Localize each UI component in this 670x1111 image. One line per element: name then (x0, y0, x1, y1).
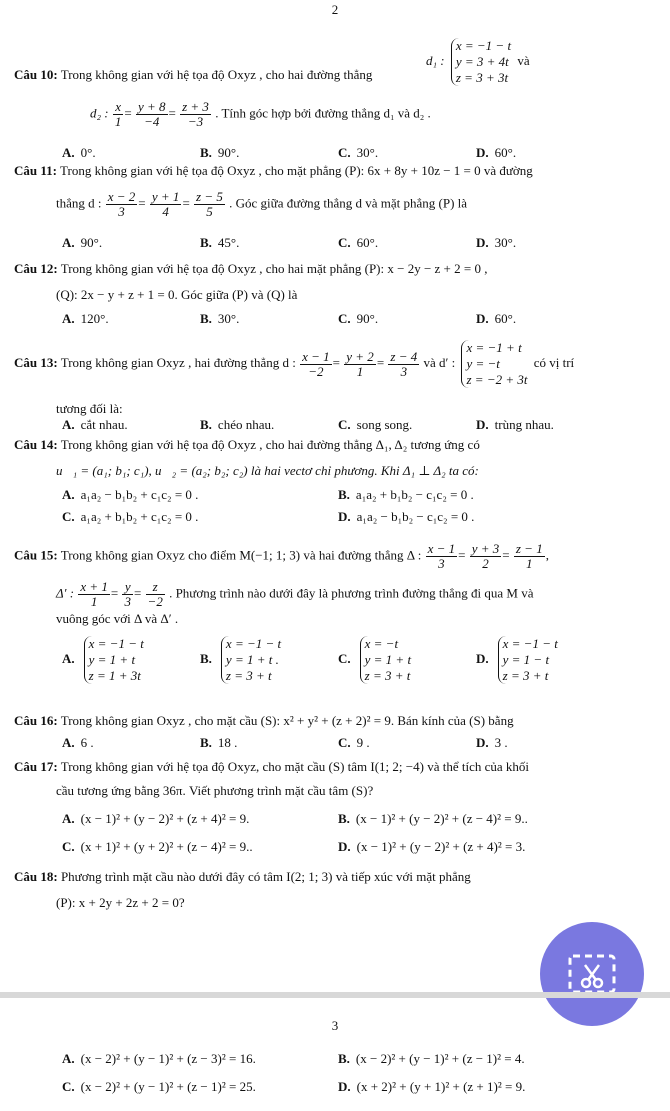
q16-label: Câu 16: (14, 713, 58, 728)
q15-frac1-z: $\frac{z - 1}{1}$ (515, 541, 543, 571)
q10-tail: . Tính góc hợp bởi đường thẳng d₁ và d₂ . (215, 105, 431, 121)
q13-option-d[interactable]: D. trùng nhau. (476, 417, 554, 432)
q14-label: Câu 14: (14, 437, 58, 452)
q18-label: Câu 18: (14, 869, 58, 884)
q14-option-b[interactable]: B. a₁a₂ + b₁b₂ − c₁c₂ = 0 . (338, 487, 474, 502)
q17-option-c[interactable]: C. (x + 1)² + (y + 2)² + (z − 4)² = 9.. (62, 839, 253, 854)
q15-option-c[interactable]: C.x = −t y = 1 + t z = 3 + t (338, 636, 412, 683)
q15-frac1-y: $\frac{y + 3}{2}$ (471, 541, 500, 571)
q12-option-a[interactable]: A. 120°. (62, 311, 109, 326)
q12-option-d[interactable]: D. 60°. (476, 311, 517, 326)
q11-label: Câu 11: (14, 163, 57, 178)
q16-text: Trong không gian Oxyz , cho mặt cầu (S): x² + y² + (z + 2)² = 9. Bán kính của (S) bằng (60, 713, 514, 728)
q10-label: Câu 10: (14, 67, 58, 82)
q16-option-a[interactable]: A. 6 . (62, 735, 94, 750)
q18-option-a[interactable]: A. (x − 2)² + (y − 1)² + (z − 3)² = 16. (62, 1051, 256, 1066)
q10-d2-name: d₂ : (90, 105, 109, 121)
q15-frac2-z: $\frac{z}{-2}$ (147, 579, 163, 609)
q13-tail: có vị trí (533, 354, 575, 370)
q14-option-c[interactable]: C. a₁a₂ + b₁b₂ + c₁c₂ = 0 . (62, 509, 199, 524)
q10-frac-z: $\frac{z + 3}{-3}$ (182, 99, 209, 129)
q18-text: Phương trình mặt cầu nào dưới đây có tâm I(2; 1; 3) và tiếp xúc với mặt phẳng (60, 869, 471, 884)
q12-option-c[interactable]: C. 90°. (338, 311, 379, 326)
q15-frac2-y: $\frac{y}{3}$ (124, 579, 131, 609)
q16-option-d[interactable]: D. 3 . (476, 735, 508, 750)
q15-label: Câu 15: (14, 547, 58, 563)
q15-option-d[interactable]: D.x = −1 − t y = 1 − t z = 3 + t (476, 636, 558, 683)
scissors-crop-icon (567, 953, 617, 995)
q10-frac-x: $\frac{x}{1}$ (114, 99, 122, 129)
q13-text: Trong không gian Oxyz , hai đường thẳng d : (60, 354, 296, 370)
q10-option-c[interactable]: C. 30°. (338, 145, 379, 160)
page-separator (0, 992, 670, 998)
q13-frac-x: $\frac{x - 1}{-2}$ (302, 348, 330, 379)
q14-text: Trong không gian với hệ tọa độ Oxyz , cho hai đường thẳng Δ₁, Δ₂ tương ứng có (60, 437, 480, 452)
q11-frac-y: $\frac{y + 1}{4}$ (151, 189, 180, 219)
q18-option-c[interactable]: C. (x − 2)² + (y − 1)² + (z − 1)² = 25. (62, 1079, 256, 1094)
q10-d1-system: x = −1 − t y = 3 + 4t z = 3 + 3t (451, 38, 511, 86)
q10-text: Trong không gian với hệ tọa độ Oxyz , cho hai đường thẳng (60, 67, 373, 82)
q11-line2b: . Góc giữa đường thẳng d và mặt phẳng (P) là (229, 195, 468, 211)
q12-line2: (Q): 2x − y + z + 1 = 0. Góc giữa (P) và (Q) là (56, 287, 298, 302)
q12-label: Câu 12: (14, 261, 58, 276)
q17-option-d[interactable]: D. (x − 1)² + (y − 2)² + (z + 4)² = 3. (338, 839, 526, 854)
q11-text: Trong không gian với hệ tọa độ Oxyz , cho mặt phẳng (P): 6x + 8y + 10z − 1 = 0 và đường (60, 163, 533, 178)
q13-line2: tương đối là: (56, 401, 123, 416)
crop-tool-button[interactable] (540, 922, 644, 1026)
q15-delta2: Δ′ : (56, 585, 75, 601)
q17-text: Trong không gian với hệ tọa độ Oxyz, cho mặt cầu (S) tâm I(1; 2; −4) và thể tích của khối (60, 759, 529, 774)
q18-line2: (P): x + 2y + 2z + 2 = 0? (56, 895, 185, 910)
page-number-top: 2 (331, 2, 339, 17)
q13-option-b[interactable]: B. chéo nhau. (200, 417, 275, 432)
q17-option-b[interactable]: B. (x − 1)² + (y − 2)² + (z − 4)² = 9.. (338, 811, 528, 826)
q10-frac-y: $\frac{y + 8}{-4}$ (137, 99, 166, 129)
q18-option-d[interactable]: D. (x + 2)² + (y + 1)² + (z + 1)² = 9. (338, 1079, 526, 1094)
q17-option-a[interactable]: A. (x − 1)² + (y − 2)² + (z + 4)² = 9. (62, 811, 250, 826)
q10-and: và (517, 52, 530, 68)
q13-option-a[interactable]: A. cắt nhau. (62, 417, 128, 432)
q13-frac-z: $\frac{z - 4}{3}$ (390, 348, 418, 379)
q15-option-a[interactable]: A.x = −1 − t y = 1 + t z = 1 + 3t (62, 636, 144, 683)
q13-and: và d′ : (423, 354, 456, 370)
q11-option-a[interactable]: A. 90°. (62, 235, 103, 250)
q16-option-c[interactable]: C. 9 . (338, 735, 370, 750)
q11-option-c[interactable]: C. 60°. (338, 235, 379, 250)
q17-line2: cầu tương ứng bằng 36π. Viết phương trình mặt cầu tâm (S)? (56, 783, 374, 798)
q11-frac-x: $\frac{x - 2}{3}$ (107, 189, 136, 219)
q11-line2a: thẳng d : (56, 195, 102, 211)
q14-option-a[interactable]: A. a₁a₂ − b₁b₂ + c₁c₂ = 0 . (62, 487, 199, 502)
q15-frac1-x: $\frac{x - 1}{3}$ (427, 541, 456, 571)
q17-label: Câu 17: (14, 759, 58, 774)
q10-d1-name: d₁ : (426, 52, 445, 68)
q13-frac-y: $\frac{y + 2}{1}$ (346, 348, 374, 379)
q12-option-b[interactable]: B. 30°. (200, 311, 240, 326)
q15-text: Trong không gian Oxyz cho điểm M(−1; 1; 3) và hai đường thẳng Δ : (60, 547, 422, 563)
q12-text: Trong không gian với hệ tọa độ Oxyz , cho hai mặt phẳng (P): x − 2y − z + 2 = 0 , (60, 261, 488, 276)
q15-l2b: . Phương trình nào dưới đây là phương trình đường thẳng đi qua M và (169, 585, 534, 601)
q10-option-d[interactable]: D. 60°. (476, 145, 517, 160)
q15-frac2-x: $\frac{x + 1}{1}$ (80, 579, 108, 609)
q10-option-a[interactable]: A. 0°. (62, 145, 96, 160)
q13-label: Câu 13: (14, 354, 58, 370)
q11-option-d[interactable]: D. 30°. (476, 235, 517, 250)
q15-line3: vuông góc với Δ và Δ′ . (56, 611, 179, 626)
q14-option-d[interactable]: D. a₁a₂ − b₁b₂ − c₁c₂ = 0 . (338, 509, 475, 524)
q15-option-b[interactable]: B.x = −1 − t y = 1 + t . z = 3 + t (200, 636, 282, 683)
q18-option-b[interactable]: B. (x − 2)² + (y − 1)² + (z − 1)² = 4. (338, 1051, 525, 1066)
q13-system: x = −1 + t y = −t z = −2 + 3t (461, 340, 527, 388)
page-number-bottom: 3 (331, 1018, 339, 1033)
q16-option-b[interactable]: B. 18 . (200, 735, 238, 750)
q10-option-b[interactable]: B. 90°. (200, 145, 240, 160)
q14-line2: u⃗₁ = (a₁; b₁; c₁), u⃗₂ = (a₂; b₂; c₂) là hai vectơ chỉ phương. Khi Δ₁ ⊥ Δ₂ ta có: (56, 463, 479, 478)
q13-option-c[interactable]: C. song song. (338, 417, 413, 432)
q11-option-b[interactable]: B. 45°. (200, 235, 240, 250)
q11-frac-z: $\frac{z - 5}{5}$ (196, 189, 223, 219)
